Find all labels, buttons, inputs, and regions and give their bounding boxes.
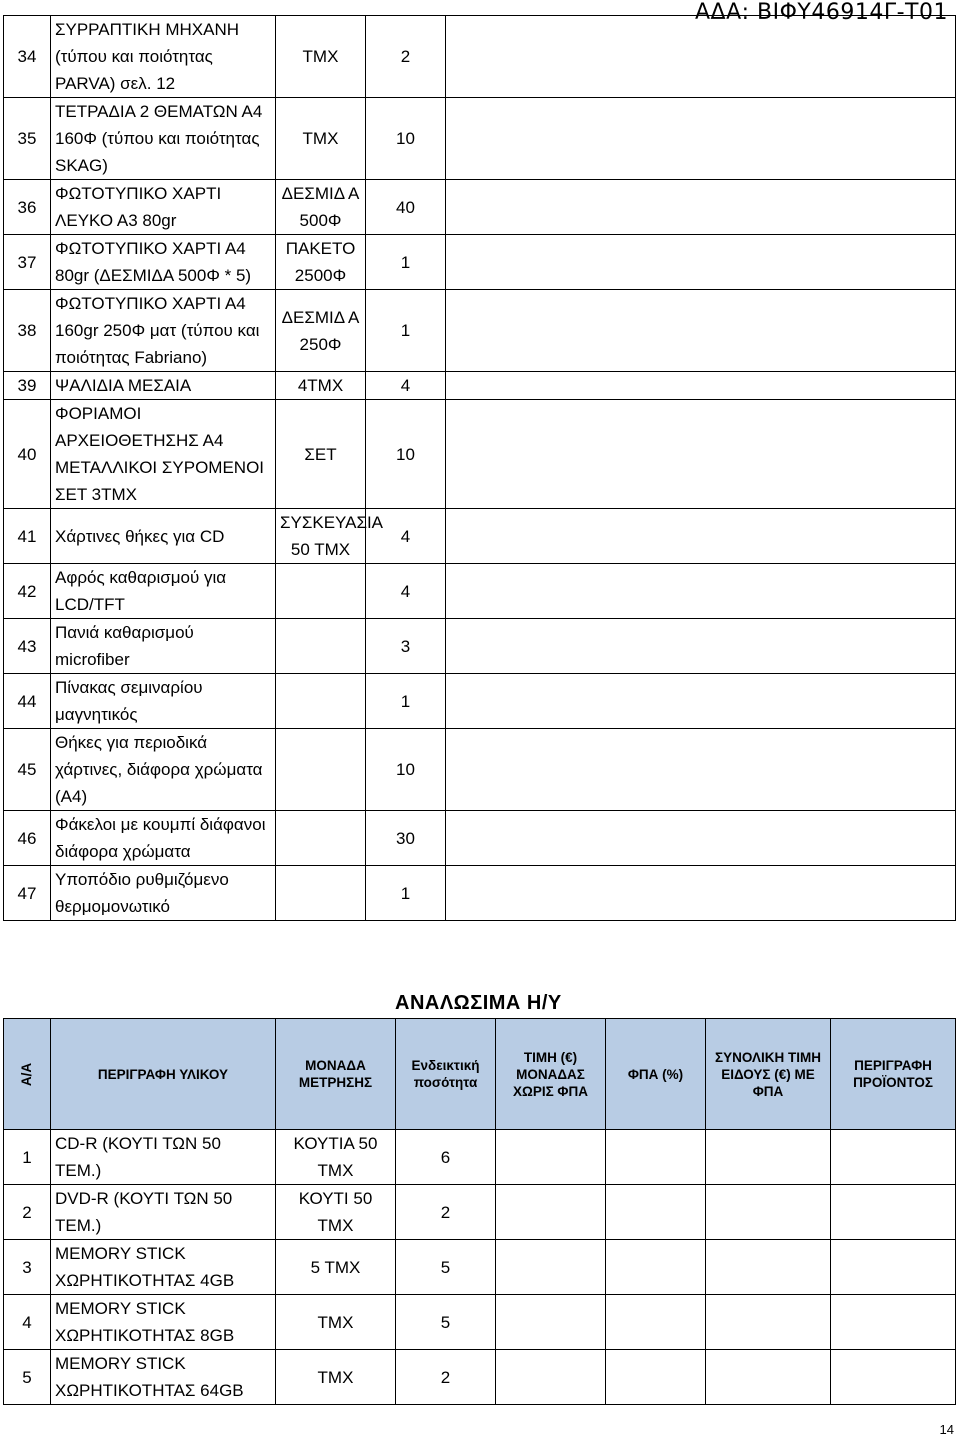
empty-cell	[831, 1350, 956, 1405]
row-quantity: 2	[396, 1185, 496, 1240]
empty-cell	[446, 290, 956, 372]
row-quantity: 4	[366, 564, 446, 619]
empty-cell	[706, 1185, 831, 1240]
empty-cell	[446, 16, 956, 98]
empty-cell	[606, 1350, 706, 1405]
row-number: 42	[4, 564, 51, 619]
row-number: 34	[4, 16, 51, 98]
row-number: 35	[4, 98, 51, 180]
row-unit: ΔΕΣΜΙΔ Α 250Φ	[276, 290, 366, 372]
row-unit	[276, 811, 366, 866]
header-vat: ΦΠΑ (%)	[606, 1019, 706, 1130]
row-quantity: 5	[396, 1240, 496, 1295]
row-description: MEMORY STICK ΧΩΡΗΤΙΚΟΤΗΤΑΣ 64GB	[51, 1350, 276, 1405]
row-number: 4	[4, 1295, 51, 1350]
table-row	[4, 1295, 956, 1350]
row-quantity: 10	[366, 400, 446, 509]
page-number: 14	[939, 1422, 954, 1437]
row-quantity: 4	[366, 509, 446, 564]
row-description: ΨΑΛΙΔΙΑ ΜΕΣΑΙΑ	[51, 372, 276, 400]
header-row	[4, 1019, 956, 1130]
row-quantity: 2	[396, 1350, 496, 1405]
empty-cell	[446, 564, 956, 619]
ada-code: ΑΔΑ: ΒΙΦΥ46914Γ-Τ01	[694, 0, 948, 25]
row-quantity: 1	[366, 235, 446, 290]
row-unit	[276, 674, 366, 729]
items-table-1	[3, 15, 956, 921]
empty-cell	[706, 1240, 831, 1295]
section-title: ΑΝΑΛΩΣΙΜΑ Η/Υ	[395, 992, 562, 1014]
row-unit: ΚΟΥΤΙΑ 50 ΤΜΧ	[276, 1130, 396, 1185]
row-description: ΦΩΤΟΤΥΠΙΚΟ ΧΑΡΤΙ Α4 80gr (ΔΕΣΜΙΔΑ 500Φ * 5)	[51, 235, 276, 290]
header-aa: Α/Α	[4, 1019, 51, 1130]
row-description: Πανιά καθαρισμού microfiber	[51, 619, 276, 674]
row-quantity: 2	[366, 16, 446, 98]
table-row	[4, 372, 956, 400]
row-unit	[276, 564, 366, 619]
header-quantity: Ενδεικτική ποσότητα	[396, 1019, 496, 1130]
row-quantity: 10	[366, 98, 446, 180]
row-number: 39	[4, 372, 51, 400]
empty-cell	[831, 1295, 956, 1350]
row-description: ΦΟΡΙΑΜΟΙ ΑΡΧΕΙΟΘΕΤΗΣΗΣ Α4 ΜΕΤΑΛΛΙΚΟΙ ΣΥΡΟΜΕΝΟΙ ΣΕΤ 3ΤΜΧ	[51, 400, 276, 509]
row-quantity: 10	[366, 729, 446, 811]
header-unit-price: ΤΙΜΗ (€) ΜΟΝΑΔΑΣ ΧΩΡΙΣ ΦΠΑ	[496, 1019, 606, 1130]
row-quantity: 6	[396, 1130, 496, 1185]
row-unit: 5 ΤΜΧ	[276, 1240, 396, 1295]
row-description: Θήκες για περιοδικά χάρτινες, διάφορα χρώματα (Α4)	[51, 729, 276, 811]
header-unit: ΜΟΝΑΔΑ ΜΕΤΡΗΣΗΣ	[276, 1019, 396, 1130]
table-row	[4, 674, 956, 729]
row-quantity: 5	[396, 1295, 496, 1350]
table-row	[4, 1130, 956, 1185]
row-number: 37	[4, 235, 51, 290]
row-number: 47	[4, 866, 51, 921]
table-row	[4, 98, 956, 180]
row-unit: 4ΤΜΧ	[276, 372, 366, 400]
table-row	[4, 619, 956, 674]
row-description: ΦΩΤΟΤΥΠΙΚΟ ΧΑΡΤΙ ΛΕΥΚΟ Α3 80gr	[51, 180, 276, 235]
row-description: DVD-R (ΚΟΥΤΙ ΤΩΝ 50 ΤΕΜ.)	[51, 1185, 276, 1240]
row-number: 43	[4, 619, 51, 674]
empty-cell	[496, 1350, 606, 1405]
row-unit	[276, 866, 366, 921]
row-number: 2	[4, 1185, 51, 1240]
row-description: ΦΩΤΟΤΥΠΙΚΟ ΧΑΡΤΙ Α4 160gr 250Φ ματ (τύπου και ποιότητας Fabriano)	[51, 290, 276, 372]
empty-cell	[446, 98, 956, 180]
empty-cell	[496, 1240, 606, 1295]
table-row	[4, 509, 956, 564]
empty-cell	[706, 1295, 831, 1350]
empty-cell	[706, 1130, 831, 1185]
row-number: 44	[4, 674, 51, 729]
items-table-2	[3, 1018, 956, 1405]
table-row	[4, 1350, 956, 1405]
row-unit	[276, 619, 366, 674]
row-description: MEMORY STICK ΧΩΡΗΤΙΚΟΤΗΤΑΣ 4GB	[51, 1240, 276, 1295]
table-row	[4, 290, 956, 372]
row-number: 45	[4, 729, 51, 811]
row-unit: ΣΥΣΚΕΥΑΣΙΑ 50 ΤΜΧ	[276, 509, 366, 564]
empty-cell	[831, 1185, 956, 1240]
empty-cell	[446, 235, 956, 290]
empty-cell	[831, 1130, 956, 1185]
row-description: Υποπόδιο ρυθμιζόμενο θερμομονωτικό	[51, 866, 276, 921]
row-number: 46	[4, 811, 51, 866]
header-total-price: ΣΥΝΟΛΙΚΗ ΤΙΜΗ ΕΙΔΟΥΣ (€) ΜΕ ΦΠΑ	[706, 1019, 831, 1130]
table-row	[4, 180, 956, 235]
table-row	[4, 16, 956, 98]
empty-cell	[446, 729, 956, 811]
table-row	[4, 866, 956, 921]
row-quantity: 3	[366, 619, 446, 674]
empty-cell	[606, 1295, 706, 1350]
table-row	[4, 811, 956, 866]
header-description: ΠΕΡΙΓΡΑΦΗ ΥΛΙΚΟΥ	[51, 1019, 276, 1130]
empty-cell	[446, 180, 956, 235]
empty-cell	[446, 866, 956, 921]
row-quantity: 4	[366, 372, 446, 400]
empty-cell	[831, 1240, 956, 1295]
row-quantity: 1	[366, 674, 446, 729]
row-description: ΣΥΡΡΑΠΤΙΚΗ ΜΗΧΑΝΗ (τύπου και ποιότητας PARVA) σελ. 12	[51, 16, 276, 98]
row-description: CD-R (ΚΟΥΤΙ ΤΩΝ 50 ΤΕΜ.)	[51, 1130, 276, 1185]
row-number: 5	[4, 1350, 51, 1405]
row-unit: ΣΕΤ	[276, 400, 366, 509]
empty-cell	[446, 811, 956, 866]
row-unit: ΔΕΣΜΙΔ Α 500Φ	[276, 180, 366, 235]
row-description: Πίνακας σεμιναρίου μαγνητικός	[51, 674, 276, 729]
empty-cell	[496, 1130, 606, 1185]
row-number: 38	[4, 290, 51, 372]
row-quantity: 40	[366, 180, 446, 235]
row-unit: ΤΜΧ	[276, 1295, 396, 1350]
row-unit: ΤΜΧ	[276, 16, 366, 98]
row-description: MEMORY STICK ΧΩΡΗΤΙΚΟΤΗΤΑΣ 8GB	[51, 1295, 276, 1350]
empty-cell	[706, 1350, 831, 1405]
row-quantity: 30	[366, 811, 446, 866]
row-unit: ΚΟΥΤΙ 50 ΤΜΧ	[276, 1185, 396, 1240]
table-row	[4, 729, 956, 811]
empty-cell	[446, 619, 956, 674]
empty-cell	[606, 1185, 706, 1240]
table-row	[4, 1240, 956, 1295]
row-description: Φάκελοι με κουμπί διάφανοι διάφορα χρώματα	[51, 811, 276, 866]
table-row	[4, 400, 956, 509]
empty-cell	[446, 400, 956, 509]
empty-cell	[446, 674, 956, 729]
row-number: 3	[4, 1240, 51, 1295]
row-number: 1	[4, 1130, 51, 1185]
empty-cell	[606, 1240, 706, 1295]
empty-cell	[496, 1185, 606, 1240]
row-unit: ΠΑΚΕΤΟ 2500Φ	[276, 235, 366, 290]
empty-cell	[446, 509, 956, 564]
row-quantity: 1	[366, 866, 446, 921]
empty-cell	[446, 372, 956, 400]
row-number: 36	[4, 180, 51, 235]
row-number: 41	[4, 509, 51, 564]
empty-cell	[496, 1295, 606, 1350]
row-unit: ΤΜΧ	[276, 98, 366, 180]
empty-cell	[606, 1130, 706, 1185]
table-row	[4, 564, 956, 619]
row-quantity: 1	[366, 290, 446, 372]
row-unit: ΤΜΧ	[276, 1350, 396, 1405]
row-description: Χάρτινες θήκες για CD	[51, 509, 276, 564]
table-row	[4, 1185, 956, 1240]
row-description: Αφρός καθαρισμού για LCD/TFT	[51, 564, 276, 619]
header-product-description: ΠΕΡΙΓΡΑΦΗ ΠΡΟΪΟΝΤΟΣ	[831, 1019, 956, 1130]
table-row	[4, 235, 956, 290]
row-description: ΤΕΤΡΑΔΙΑ 2 ΘΕΜΑΤΩΝ Α4 160Φ (τύπου και ποιότητας SKAG)	[51, 98, 276, 180]
row-number: 40	[4, 400, 51, 509]
row-unit	[276, 729, 366, 811]
